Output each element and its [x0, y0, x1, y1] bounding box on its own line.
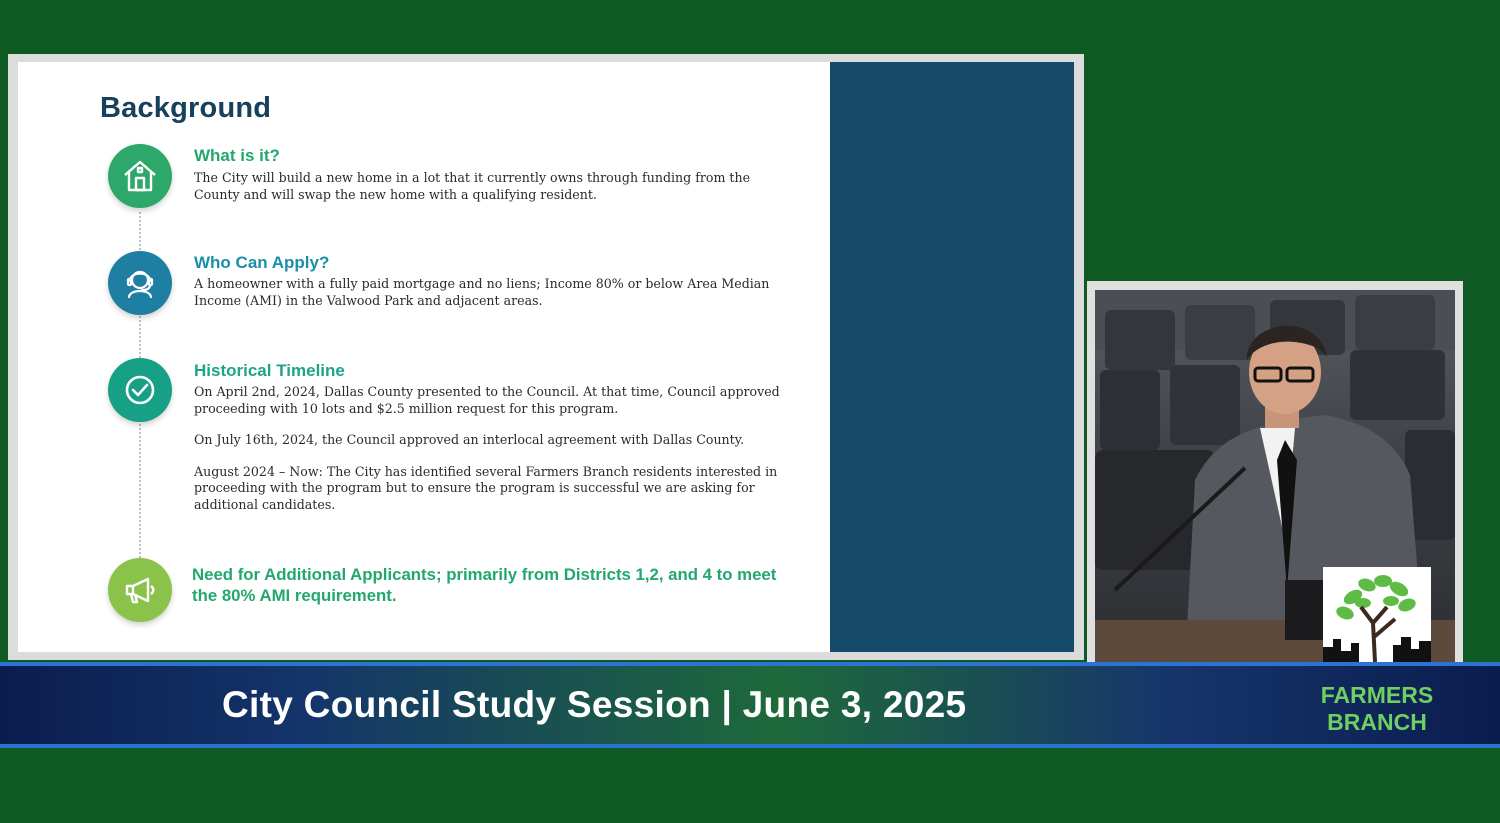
presentation-slide-frame	[8, 54, 1084, 660]
tree-icon	[1323, 567, 1431, 667]
megaphone-icon	[108, 558, 172, 622]
presentation-slide	[18, 62, 1074, 652]
farmers-branch-tree-logo	[1323, 567, 1431, 667]
section-body-who-can-apply	[194, 276, 794, 324]
section-body-historical-timeline	[194, 384, 794, 528]
section-paragraph: On April 2nd, 2024, Dallas County presented to the Council. At that time, Council approved proceeding with 10 lots and $2.5 million request for this program.	[194, 384, 780, 416]
section-paragraph: A homeowner with a fully paid mortgage and no liens; Income 80% or below Area Median Income (AMI) in the Valwood Park and adjacent areas.	[194, 276, 770, 308]
section-paragraph: On July 16th, 2024, the Council approved an interlocal agreement with Dallas County.	[194, 432, 745, 447]
house-icon	[108, 144, 172, 208]
slide-title: Background	[100, 92, 272, 124]
checkmark-icon	[108, 358, 172, 422]
session-title: City Council Study Session | June 3, 2025	[222, 684, 967, 725]
need-for-applicants-callout: Need for Additional Applicants; primarily from Districts 1,2, and 4 to meet the 80% AMI requirement.	[192, 565, 777, 605]
brand-line-1: FARMERS	[1320, 682, 1434, 708]
farmers-branch-wordmark	[1300, 682, 1454, 736]
slide-side-panel	[830, 62, 1074, 652]
section-heading-what-is-it: What is it?	[194, 146, 280, 165]
section-paragraph: The City will build a new home in a lot that it currently owns through funding from the County and will swap the new home with a qualifying resident.	[194, 170, 751, 202]
brand-line-2: BRANCH	[1327, 709, 1427, 735]
section-body-what-is-it	[194, 170, 794, 218]
section-heading-historical-timeline: Historical Timeline	[194, 361, 345, 380]
section-paragraph: August 2024 – Now: The City has identified several Farmers Branch residents interested in proceeding with the program but to ensure the program is successful we are asking for additional candidates.	[194, 463, 778, 512]
section-heading-who-can-apply: Who Can Apply?	[194, 253, 330, 272]
person-headset-icon	[108, 251, 172, 315]
